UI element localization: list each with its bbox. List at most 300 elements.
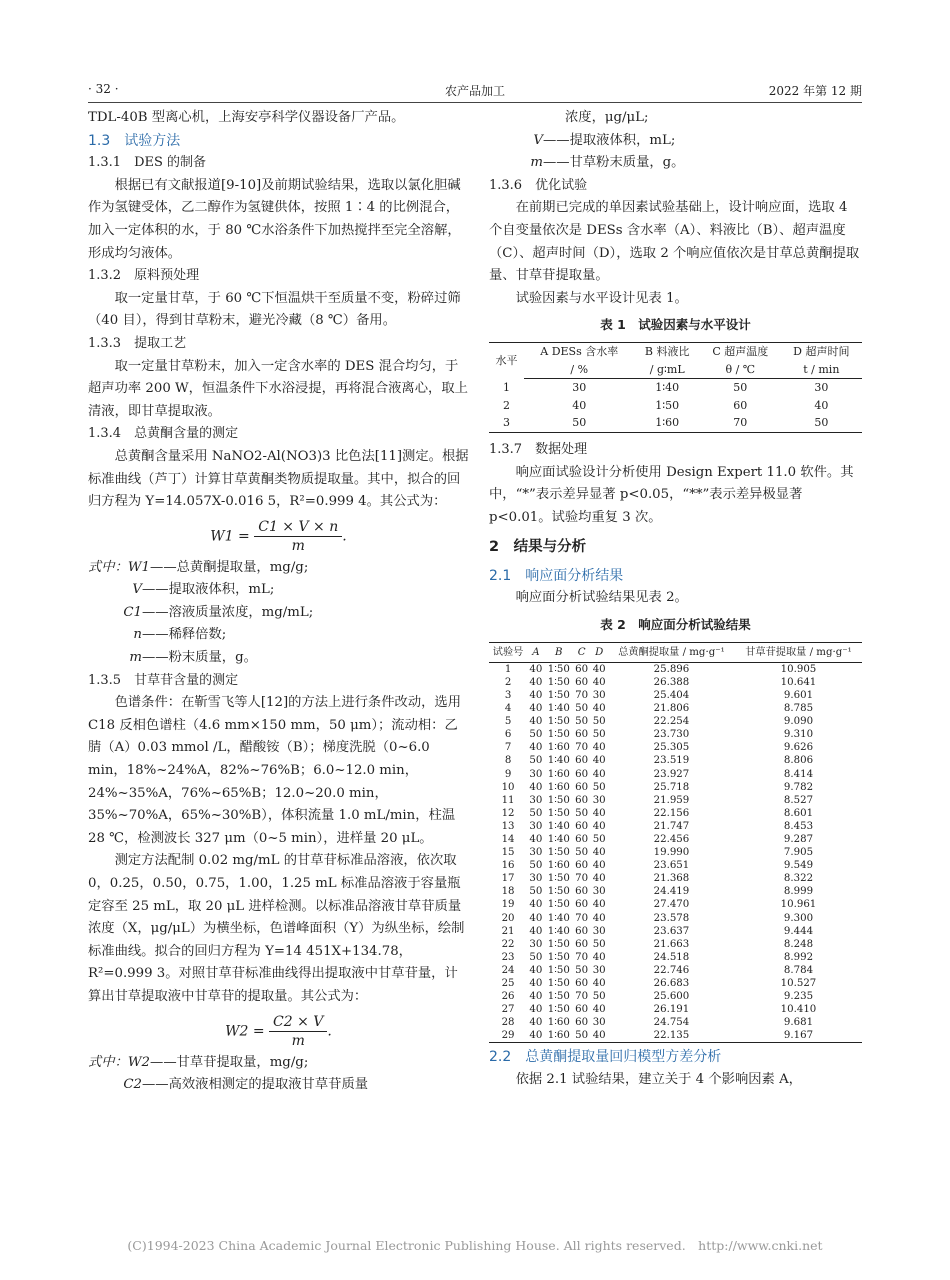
- table-cell: 40: [592, 912, 606, 924]
- table-cell: 40: [592, 978, 606, 989]
- table-cell: 40: [529, 899, 543, 911]
- table-cell: 27.470: [653, 899, 690, 911]
- subsection-heading: 1.3.7 数据处理: [489, 441, 588, 457]
- formula-lhs: W2 =: [225, 1023, 265, 1040]
- table1-body: [489, 379, 862, 433]
- table-row: [489, 794, 862, 807]
- table-cell: 1: [503, 380, 511, 394]
- issue-label: 2022 年第 12 期: [768, 84, 862, 98]
- subsection-heading: 1.3.3 提取工艺: [88, 335, 187, 351]
- table-cell: 1∶40: [547, 820, 570, 832]
- paragraph: 在前期已完成的单因素试验基础上，设计响应面，选取 4 个自变量依次是 DESs 含水率（A）、料液比（B）、超声温度（C）、超声时间（D），选取 2 个响应值依次是甘草总黄酮提取量、甘草苷提取量。: [489, 200, 860, 284]
- table-cell: 40: [529, 925, 543, 937]
- definition-list: [88, 557, 469, 670]
- table-row: [489, 977, 862, 990]
- table-cell: 40: [592, 755, 606, 767]
- table-row: [489, 951, 862, 964]
- paragraph: 测定方法配制 0.02 mg/mL 的甘草苷标准品溶液，依次取 0，0.25，0.50，0.75，1.00，1.25 mL 标准品溶液于容量瓶定容至 25 mL，取 20 μL 进样检测。以标准品溶液甘草苷质量浓度（X，μg/μL）为横坐标，色谱峰面积（Y）为纵坐标，绘制标准曲线。拟合的回归方程为 Y=14 451X+134.78，R²=0.999 3。对照甘草苷标准曲线得出提取液中甘草苷量，计算出甘草提取液中甘草苷的提取量。其公式为：: [88, 853, 465, 1004]
- section-heading: 2 结果与分析: [489, 539, 587, 556]
- table-cell: 1: [504, 663, 512, 675]
- formula-w2: [88, 1013, 469, 1050]
- table-cell: 50: [592, 716, 606, 728]
- table-cell: 1∶50: [547, 689, 570, 701]
- table-cell: 29: [489, 1029, 527, 1043]
- table-cell: 50: [592, 833, 606, 845]
- table-cell: 30: [529, 847, 543, 859]
- copyright-footer: (C)1994-2023 China Academic Journal Electronic Publishing House. All rights reserved. http://www.cnki.net: [127, 1238, 823, 1253]
- table-row: [489, 676, 862, 689]
- table-cell: 1∶50: [547, 886, 570, 898]
- table-cell: 40: [592, 820, 606, 832]
- paragraph: 根据已有文献报道[9-10]及前期试验结果，选取以氯化胆碱作为氢键受体，乙二醇作为氢键供体，按照 1∶4 的比例混合，加入一定体积的水，于 80 ℃水浴条件下加热搅拌至完全溶解，形成均匀液体。: [88, 177, 461, 261]
- table-cell: 9.300: [783, 912, 814, 924]
- paragraph: 响应面分析试验结果见表 2。: [515, 590, 688, 606]
- table-cell: 40: [814, 398, 829, 412]
- table-cell: 70: [575, 689, 589, 701]
- table-cell: 70: [575, 873, 589, 885]
- table-cell: 30: [592, 1017, 606, 1029]
- table-cell: 27: [501, 1004, 515, 1016]
- table2-header-cell: 试验号: [489, 642, 527, 662]
- definition-continuation: 浓度，μg/μL;: [565, 110, 649, 125]
- table-cell: 9.090: [783, 716, 814, 728]
- table-cell: 1∶50: [547, 873, 570, 885]
- table-cell: 1∶40: [547, 755, 570, 767]
- table-cell: 40: [592, 860, 606, 872]
- table-cell: 50: [575, 964, 589, 976]
- table-cell: 23.651: [653, 860, 690, 872]
- table-cell: 40: [592, 807, 606, 819]
- table-cell: 70: [700, 414, 781, 432]
- table-cell: 1∶50: [547, 807, 570, 819]
- table-cell: 20: [501, 912, 515, 924]
- table-cell: 50: [529, 886, 543, 898]
- table-cell: 23.519: [653, 755, 690, 767]
- subsection-heading: 1.3.5 甘草苷含量的测定: [88, 672, 239, 688]
- table-row: [489, 781, 862, 794]
- table-cell: 7.905: [783, 847, 814, 859]
- table-row: [489, 1029, 862, 1043]
- table2: [489, 642, 862, 1044]
- table-cell: 60: [575, 794, 589, 806]
- table-cell: 21: [501, 925, 515, 937]
- table-cell: 25.404: [653, 689, 690, 701]
- table-cell: 24: [501, 964, 515, 976]
- table-cell: 10.961: [780, 899, 817, 911]
- table-cell: 50: [733, 381, 748, 395]
- table-cell: 25.305: [653, 742, 690, 754]
- table-row: [489, 898, 862, 911]
- formula-denominator: m: [291, 537, 305, 554]
- table1-header-cell: D 超声时间: [781, 342, 862, 360]
- table-row: [489, 662, 862, 676]
- table-cell: 1∶50: [547, 899, 570, 911]
- table-row: [489, 379, 862, 397]
- table-row: [489, 1016, 862, 1029]
- table-cell: 1∶60: [547, 768, 570, 780]
- table-row: [489, 925, 862, 938]
- table-cell: 1∶60: [545, 1029, 573, 1043]
- table1-header-cell: C 超声温度: [700, 342, 781, 360]
- table-cell: 23.578: [653, 912, 690, 924]
- table1-header-unit: t / min: [781, 361, 862, 379]
- table-cell: 40: [529, 833, 543, 845]
- subsection-heading: 1.3.2 原料预处理: [88, 268, 200, 284]
- formula-fraction: [254, 518, 342, 555]
- table-cell: 30: [592, 964, 606, 976]
- table2-header-cell: A: [527, 642, 545, 662]
- table2-header-row: [489, 642, 862, 662]
- table-cell: 60: [575, 899, 589, 911]
- formula-fraction: [269, 1013, 327, 1050]
- definition-item: C2——高效液相测定的提取液甘草苷质量: [123, 1077, 369, 1093]
- table2-caption: 表 2 响应面分析试验结果: [600, 617, 751, 633]
- table-cell: 8.601: [783, 807, 814, 819]
- table-row: [489, 872, 862, 885]
- table-cell: 26.683: [653, 978, 690, 989]
- table-cell: 40: [529, 1004, 543, 1016]
- table-cell: 21.368: [653, 873, 690, 885]
- table-cell: 40: [529, 991, 543, 1003]
- table-cell: 50: [781, 414, 862, 432]
- table-row: [489, 702, 862, 715]
- table-cell: 6: [504, 729, 512, 741]
- definition-item: 式中：W1——总黄酮提取量，mg/g;: [88, 559, 309, 575]
- table1-header-unit: θ / ℃: [700, 361, 781, 379]
- definition-item: m——粉末质量，g。: [129, 650, 257, 666]
- formula-numerator: C2 × V: [269, 1013, 327, 1032]
- table-cell: 3: [489, 414, 524, 432]
- table-cell: 11: [501, 794, 515, 806]
- table-cell: 1∶40: [547, 912, 570, 924]
- table-cell: 21.806: [653, 703, 690, 715]
- table-cell: 22.746: [653, 964, 690, 976]
- table-cell: 23.730: [653, 729, 690, 741]
- table-cell: 60: [575, 820, 589, 832]
- journal-name: 农产品加工: [444, 84, 505, 98]
- table-cell: 50: [592, 729, 606, 741]
- table-cell: 70: [575, 951, 589, 963]
- formula-end: .: [342, 528, 347, 545]
- table-cell: 9.549: [783, 860, 814, 872]
- table-cell: 12: [501, 807, 515, 819]
- formula-lhs: W1 =: [210, 528, 250, 545]
- table-cell: 25: [501, 978, 515, 989]
- table-cell: 9.310: [783, 729, 814, 741]
- table-cell: 30: [592, 886, 606, 898]
- table-cell: 22.135: [608, 1029, 735, 1043]
- table-cell: 25.718: [653, 781, 690, 793]
- table-cell: 9.681: [783, 1017, 814, 1029]
- table-cell: 14: [501, 833, 515, 845]
- table-cell: 30: [814, 381, 829, 395]
- paragraph: 总黄酮含量采用 NaNO2-Al(NO3)3 比色法[11]测定。根据标准曲线（芦丁）计算甘草黄酮类物质提取量。其中，拟合的回归方程为 Y=14.057X-0.016 5，R²=0.999 4。其公式为：: [88, 448, 469, 510]
- table-cell: 9.601: [783, 689, 814, 701]
- table-cell: 60: [575, 860, 589, 872]
- table-cell: 1∶50: [547, 978, 570, 989]
- table2-header-cell: B: [545, 642, 573, 662]
- table1-caption: 表 1 试验因素与水平设计: [600, 317, 751, 333]
- table-cell: 40: [529, 676, 543, 688]
- table-row: [489, 1003, 862, 1016]
- table-cell: 9.782: [783, 781, 814, 793]
- table-cell: 50: [575, 703, 589, 715]
- table-row: [489, 820, 862, 833]
- table-cell: 40: [529, 716, 543, 728]
- table-cell: 40: [592, 768, 606, 780]
- table-cell: 13: [501, 820, 515, 832]
- section-heading: 1.3 试验方法: [88, 132, 181, 149]
- table-cell: 40: [572, 398, 587, 412]
- table-cell: 50: [529, 951, 543, 963]
- table-cell: 18: [501, 886, 515, 898]
- table-cell: 19.990: [653, 847, 690, 859]
- formula-end: .: [327, 1023, 332, 1040]
- table-cell: 60: [575, 663, 589, 675]
- table-row: [489, 414, 862, 432]
- table-cell: 70: [575, 912, 589, 924]
- table-cell: 40: [529, 978, 543, 989]
- table2-header-cell: D: [590, 642, 608, 662]
- table-cell: 26: [501, 991, 515, 1003]
- formula-w1: [88, 518, 469, 555]
- table-row: [489, 728, 862, 741]
- table-cell: 21.663: [653, 938, 690, 950]
- table-cell: 8.806: [783, 755, 814, 767]
- table-cell: 1∶40: [655, 381, 680, 395]
- table-cell: 8.248: [783, 938, 814, 950]
- table-cell: 9.444: [783, 925, 814, 937]
- subsection-heading: 1.3.6 优化试验: [489, 177, 588, 193]
- table-cell: 50: [529, 860, 543, 872]
- table-cell: 40: [529, 703, 543, 715]
- table-cell: 1∶50: [547, 951, 570, 963]
- running-header: [88, 80, 862, 103]
- table-cell: 30: [529, 768, 543, 780]
- table-cell: 8.784: [783, 964, 814, 976]
- table-cell: 60: [575, 925, 589, 937]
- table-cell: 40: [529, 1017, 543, 1029]
- table-cell: 9.626: [783, 742, 814, 754]
- table-cell: 30: [592, 689, 606, 701]
- table-cell: 25.896: [653, 663, 690, 675]
- table-cell: 24.754: [653, 1017, 690, 1029]
- table-cell: 22.456: [653, 833, 690, 845]
- table-cell: 1∶50: [547, 847, 570, 859]
- table-cell: 40: [592, 873, 606, 885]
- table-row: [489, 885, 862, 898]
- table-row: [489, 912, 862, 925]
- table-cell: 1∶60: [547, 742, 570, 754]
- table-cell: 3: [504, 689, 512, 701]
- table-row: [489, 990, 862, 1003]
- table-cell: 40: [592, 951, 606, 963]
- table-cell: 70: [575, 991, 589, 1003]
- table-cell: 40: [529, 689, 543, 701]
- definition-item: n——稀释倍数;: [133, 627, 227, 643]
- table-cell: 30: [529, 794, 543, 806]
- table-cell: 2: [503, 398, 511, 412]
- table-cell: 60: [575, 938, 589, 950]
- table-cell: 28: [501, 1017, 515, 1029]
- table-cell: 30: [529, 938, 543, 950]
- table-cell: 50: [575, 716, 589, 728]
- table-cell: 8.414: [783, 768, 814, 780]
- table-row: [489, 964, 862, 977]
- table-cell: 60: [575, 978, 589, 989]
- table-cell: 60: [575, 755, 589, 767]
- table-cell: 4: [504, 703, 512, 715]
- table-cell: 40: [592, 847, 606, 859]
- table-cell: 30: [592, 794, 606, 806]
- table-cell: 21.747: [653, 820, 690, 832]
- table-cell: 40: [529, 781, 543, 793]
- table-cell: 8: [504, 755, 512, 767]
- table-cell: 30: [572, 381, 587, 395]
- definition-item: m——甘草粉末质量，g。: [530, 155, 685, 171]
- table2-header-cell: 总黄酮提取量 / mg·g⁻¹: [608, 642, 735, 662]
- table-cell: 9.287: [783, 833, 814, 845]
- table-cell: 23.927: [653, 768, 690, 780]
- table-cell: 24.419: [653, 886, 690, 898]
- table-cell: 1∶50: [547, 938, 570, 950]
- table-cell: 8.322: [783, 873, 814, 885]
- table-cell: 50: [529, 729, 543, 741]
- table-cell: 10.410: [780, 1004, 817, 1016]
- table-cell: 22: [501, 938, 515, 950]
- table1-header-cell: B 料液比: [634, 342, 699, 360]
- table2-header-cell: 甘草苷提取量 / mg·g⁻¹: [735, 642, 862, 662]
- table-cell: 40: [592, 663, 606, 675]
- section-heading: 2.1 响应面分析结果: [489, 567, 624, 584]
- table-cell: 8.992: [783, 951, 814, 963]
- table-cell: 60: [575, 768, 589, 780]
- table-cell: 15: [501, 847, 515, 859]
- table-cell: 19: [501, 899, 515, 911]
- table-cell: 8.527: [783, 794, 814, 806]
- table-cell: 40: [529, 663, 543, 675]
- table-cell: 60: [575, 729, 589, 741]
- table-cell: 22.156: [653, 807, 690, 819]
- table-cell: 9: [504, 768, 512, 780]
- table-cell: 10.641: [780, 676, 817, 688]
- formula-denominator: m: [291, 1032, 305, 1049]
- table-cell: 40: [590, 1029, 608, 1043]
- table-cell: 10.527: [780, 978, 817, 989]
- table-row: [489, 833, 862, 846]
- table-row: [489, 938, 862, 951]
- table-cell: 16: [501, 860, 515, 872]
- table-cell: 1∶50: [547, 1004, 570, 1016]
- table-cell: 1∶60: [547, 1017, 570, 1029]
- table-cell: 1∶50: [547, 716, 570, 728]
- paragraph: 依据 2.1 试验结果，建立关于 4 个影响因素 A，: [515, 1072, 802, 1088]
- left-column: [88, 107, 469, 1097]
- table2-header-cell: C: [573, 642, 591, 662]
- table-row: [489, 846, 862, 859]
- table-row: [489, 741, 862, 754]
- definition-item: 式中：W2——甘草苷提取量，mg/g;: [88, 1054, 309, 1070]
- table-cell: 1∶50: [547, 991, 570, 1003]
- table-cell: 50: [575, 807, 589, 819]
- table-cell: 60: [575, 781, 589, 793]
- table-cell: 40: [592, 899, 606, 911]
- table-cell: 50: [592, 938, 606, 950]
- subsection-heading: 1.3.1 DES 的制备: [88, 155, 207, 171]
- table-cell: 22.254: [653, 716, 690, 728]
- table-cell: 40: [592, 703, 606, 715]
- table-cell: 40: [592, 1004, 606, 1016]
- table-cell: 60: [575, 1004, 589, 1016]
- table-cell: 40: [529, 742, 543, 754]
- table-row: [489, 689, 862, 702]
- table-cell: 50: [575, 847, 589, 859]
- table-cell: 8.785: [783, 703, 814, 715]
- table-cell: 24.518: [653, 951, 690, 963]
- table-cell: 1∶50: [547, 663, 570, 675]
- section-heading: 2.2 总黄酮提取量回归模型方差分析: [489, 1049, 722, 1066]
- table1-header-cell: A DESs 含水率: [524, 342, 634, 360]
- table-cell: 1∶60: [547, 781, 570, 793]
- table-cell: 5: [504, 716, 512, 728]
- table-cell: 60: [575, 886, 589, 898]
- table-cell: 9.235: [783, 991, 814, 1003]
- paragraph: TDL-40B 型离心机，上海安亭科学仪器设备厂产品。: [88, 110, 405, 125]
- formula-numerator: C1 × V × n: [254, 518, 342, 537]
- table-cell: 1∶50: [547, 676, 570, 688]
- table-cell: 50: [573, 1029, 591, 1043]
- table-cell: 21.959: [653, 794, 690, 806]
- table-cell: 1∶50: [547, 794, 570, 806]
- right-column: [489, 107, 862, 1092]
- table-cell: 10: [501, 781, 515, 793]
- table-cell: 40: [529, 912, 543, 924]
- table-cell: 40: [529, 964, 543, 976]
- table-cell: 1∶50: [655, 398, 680, 412]
- table-cell: 60: [575, 833, 589, 845]
- table2-body: [489, 662, 862, 1043]
- table-cell: 40: [527, 1029, 545, 1043]
- table-cell: 7: [504, 742, 512, 754]
- table-cell: 50: [592, 991, 606, 1003]
- table1-header-cell: 水平: [489, 342, 524, 378]
- table-row: [489, 754, 862, 767]
- table-cell: 9.167: [735, 1029, 862, 1043]
- table-cell: 30: [529, 873, 543, 885]
- paragraph: 取一定量甘草粉末，加入一定含水率的 DES 混合均匀，于超声功率 200 W，恒温条件下水浴浸提，再将混合液离心，取上清液，即甘草提取液。: [88, 358, 468, 419]
- table-cell: 23: [501, 951, 515, 963]
- table-cell: 17: [501, 873, 515, 885]
- table-cell: 30: [529, 820, 543, 832]
- table-cell: 60: [575, 676, 589, 688]
- paragraph: 色谱条件：在靳雪飞等人[12]的方法上进行条件改动，选用 C18 反相色谱柱（4.6 mm×150 mm，50 μm）；流动相：乙腈（A）0.03 mmol /L，醋酸铵（B）；梯度洗脱（0~6.0 min，18%~24%A，82%~76%B；6.0~12.0 min，24%~35%A，76%~65%B；12.0~20.0 min，35%~70%A，65%~30%B），体积流量 1.0 mL/min，柱温 28 ℃，检测波长 327 μm（0~5 min），进样量 20 μL。: [88, 695, 462, 846]
- table-row: [489, 397, 862, 415]
- table-cell: 2: [504, 676, 512, 688]
- page-number: · 32 ·: [88, 82, 119, 96]
- table-cell: 1∶60: [634, 414, 699, 432]
- paragraph: 响应面试验设计分析使用 Design Expert 11.0 软件。其中，“*”表示差异显著 p<0.05，“**”表示差异极显著 p<0.01。试验均重复 3 次。: [489, 464, 854, 525]
- table-cell: 26.388: [653, 676, 690, 688]
- table-row: [489, 715, 862, 728]
- table-cell: 1∶40: [547, 833, 570, 845]
- table-cell: 25.600: [653, 991, 690, 1003]
- table-cell: 1∶50: [547, 729, 570, 741]
- table-cell: 23.637: [653, 925, 690, 937]
- table-cell: 26.191: [653, 1004, 690, 1016]
- table-cell: 40: [592, 676, 606, 688]
- table1-header-unit: / g∶mL: [634, 361, 699, 379]
- table-cell: 50: [529, 807, 543, 819]
